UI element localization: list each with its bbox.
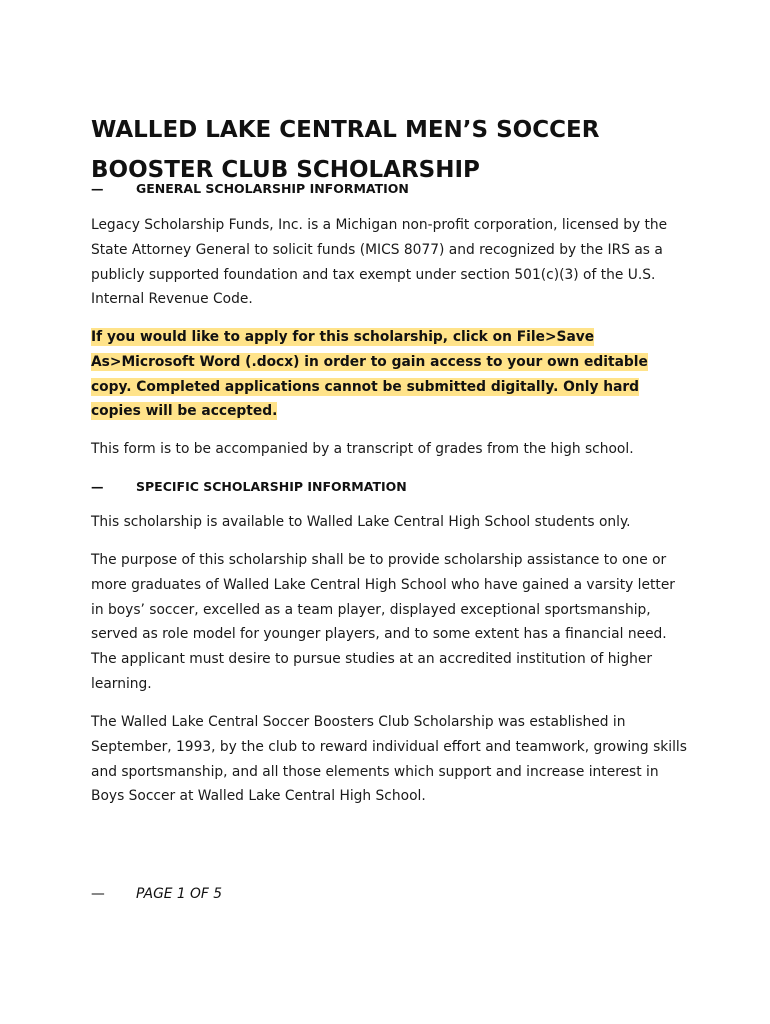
paragraph-eligibility: This scholarship is available to Walled Lake Central High School students only. [91,514,631,530]
page-footer [91,884,691,904]
paragraph-purpose: The purpose of this scholarship shall be to provide scholarship assistance to one or more graduates of Walled Lake Central High School who have gained a varsity letter in boys’ soccer, excelled as a team player, displayed exceptional sportsmanship, served as role model for younger players, and to some extent has a financial need. The applicant must desire to pursue studies at an accredited institution of higher learning. [91,552,675,692]
page-number: PAGE 1 OF 5 [136,886,222,902]
title-line-2: BOOSTER CLUB SCHOLARSHIP [91,157,480,183]
section-marker: — [91,181,104,196]
paragraph-history: The Walled Lake Central Soccer Boosters Club Scholarship was established in September, 1993, by the club to reward individual effort and teamwork, growing skills and sportsmanship, and all those elements which support and increase interest in Boys Soccer at Walled Lake Central High School. [91,714,687,805]
footer-marker: — [91,886,105,902]
document-title [91,110,691,190]
highlighted-instructions-text: If you would like to apply for this scholarship, click on File>Save As>Microsoft Word (.docx) in order to gain access to your own editable copy. Completed applications cannot be submitted digitally. Only hard copies will be accepted. [91,329,648,420]
title-line-1: WALLED LAKE CENTRAL MEN’S SOCCER [91,117,600,143]
section-marker: — [91,479,104,494]
section-heading-general [91,180,691,198]
paragraph-transcript: This form is to be accompanied by a transcript of grades from the high school. [91,441,634,457]
paragraph-apply-instructions [91,325,691,424]
section-heading-text: SPECIFIC SCHOLARSHIP INFORMATION [136,479,407,494]
section-heading-specific [91,478,691,496]
section-heading-text: GENERAL SCHOLARSHIP INFORMATION [136,181,409,196]
paragraph-legacy-funds: Legacy Scholarship Funds, Inc. is a Michigan non-profit corporation, licensed by the State Attorney General to solicit funds (MICS 8077) and recognized by the IRS as a publicly supported foundation and tax exempt under section 501(c)(3) of the U.S. Internal Revenue Code. [91,217,668,308]
